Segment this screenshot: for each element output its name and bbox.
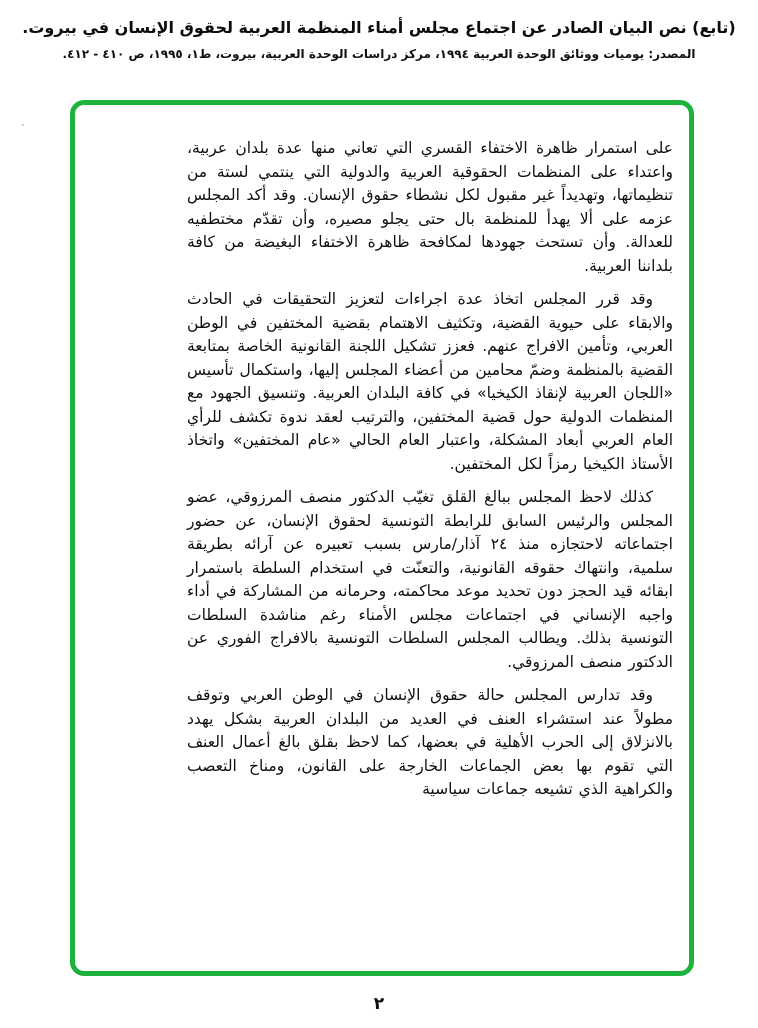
document-title: (تابع) نص البيان الصادر عن اجتماع مجلس أمناء المنظمة العربية لحقوق الإنسان في بيروت. [22, 18, 736, 37]
body-text-column [187, 137, 673, 812]
body-paragraph: وقد تدارس المجلس حالة حقوق الإنسان في الوطن العربي وتوقف مطولاً عند استشراء العنف في العديد من البلدان العربية بشكل يهدد بالانزلاق إلى الحرب الأهلية في بعضها، كما لاحظ بقلق بالغ أعمال العنف التي تقوم بها بعض الجماعات الخارجة على القانون، ومناخ التعصب والكراهية الذي تشيعه جماعات سياسية [187, 686, 673, 798]
green-content-box [70, 100, 694, 976]
source-citation: المصدر: يوميات ووثائق الوحدة العربية ١٩٩٤، مركز دراسات الوحدة العربية، بيروت، ط١، ١٩٩٥، ص ٤١٠ - ٤١٢. [62, 47, 696, 61]
scan-artifact-dot [22, 124, 24, 126]
page-number: ٢ [373, 994, 385, 1014]
body-paragraph: على استمرار ظاهرة الاختفاء القسري التي تعاني منها عدة بلدان عربية، واعتداء على المنظمات الحقوقية العربية والدولية التي ينتمي لستة من تنظيماتها، وتهديداً غير مقبول لكل نشطاء حقوق الإنسان. وقد أكد المجلس عزمه على ألا يهدأ للمنظمة بال حتى يجلو مصيره، وأن تقدّم مختطفيه للعدالة. وأن تستحث جهودها لمكافحة ظاهرة الاختفاء البغيضة من كافة بلداننا العربية. [187, 139, 673, 275]
body-paragraph: وقد قرر المجلس اتخاذ عدة اجراءات لتعزيز التحقيقات في الحادث والابقاء على حيوية القضية، وتكثيف الاهتمام بقضية المختفين في الوطن العربي، وتأمين الافراج عنهم. فعزز تشكيل اللجنة القانونية الخاصة بمتابعة القضية بالمنظمة وضمّ محامين من أعضاء المجلس إليها، واستكمال تأسيس «اللجان العربية لإنقاذ الكيخيا» في كافة البلدان العربية. وتنسيق الجهود مع المنظمات الدولية حول قضية المختفين، والترتيب لعقد ندوة تكشف للرأي العام العربي أبعاد المشكلة، واعتبار العام الحالي «عام المختفين» واتخاذ الأستاذ الكيخيا رمزاً لكل المختفين. [187, 290, 673, 473]
body-paragraph: كذلك لاحظ المجلس ببالغ القلق تغيّب الدكتور منصف المرزوقي، عضو المجلس والرئيس السابق للرابطة التونسية لحقوق الإنسان، عن حضور اجتماعاته لاحتجازه منذ ٢٤ آذار/مارس بسبب تعبيره عن آرائه بطريقة سلمية، وانتهاك حقوقه القانونية، والتعنّت في استخدام السلطة باستمرار ابقائه قيد الحجز دون تحديد موعد محاكمته، وحرمانه من المشاركة في أداء واجبه الإنساني في اجتماعات مجلس الأمناء رغم مناشدة السلطات التونسية بذلك. ويطالب المجلس السلطات التونسية بالافراج الفوري عن الدكتور منصف المرزوقي. [187, 488, 673, 671]
page-header [0, 16, 758, 63]
